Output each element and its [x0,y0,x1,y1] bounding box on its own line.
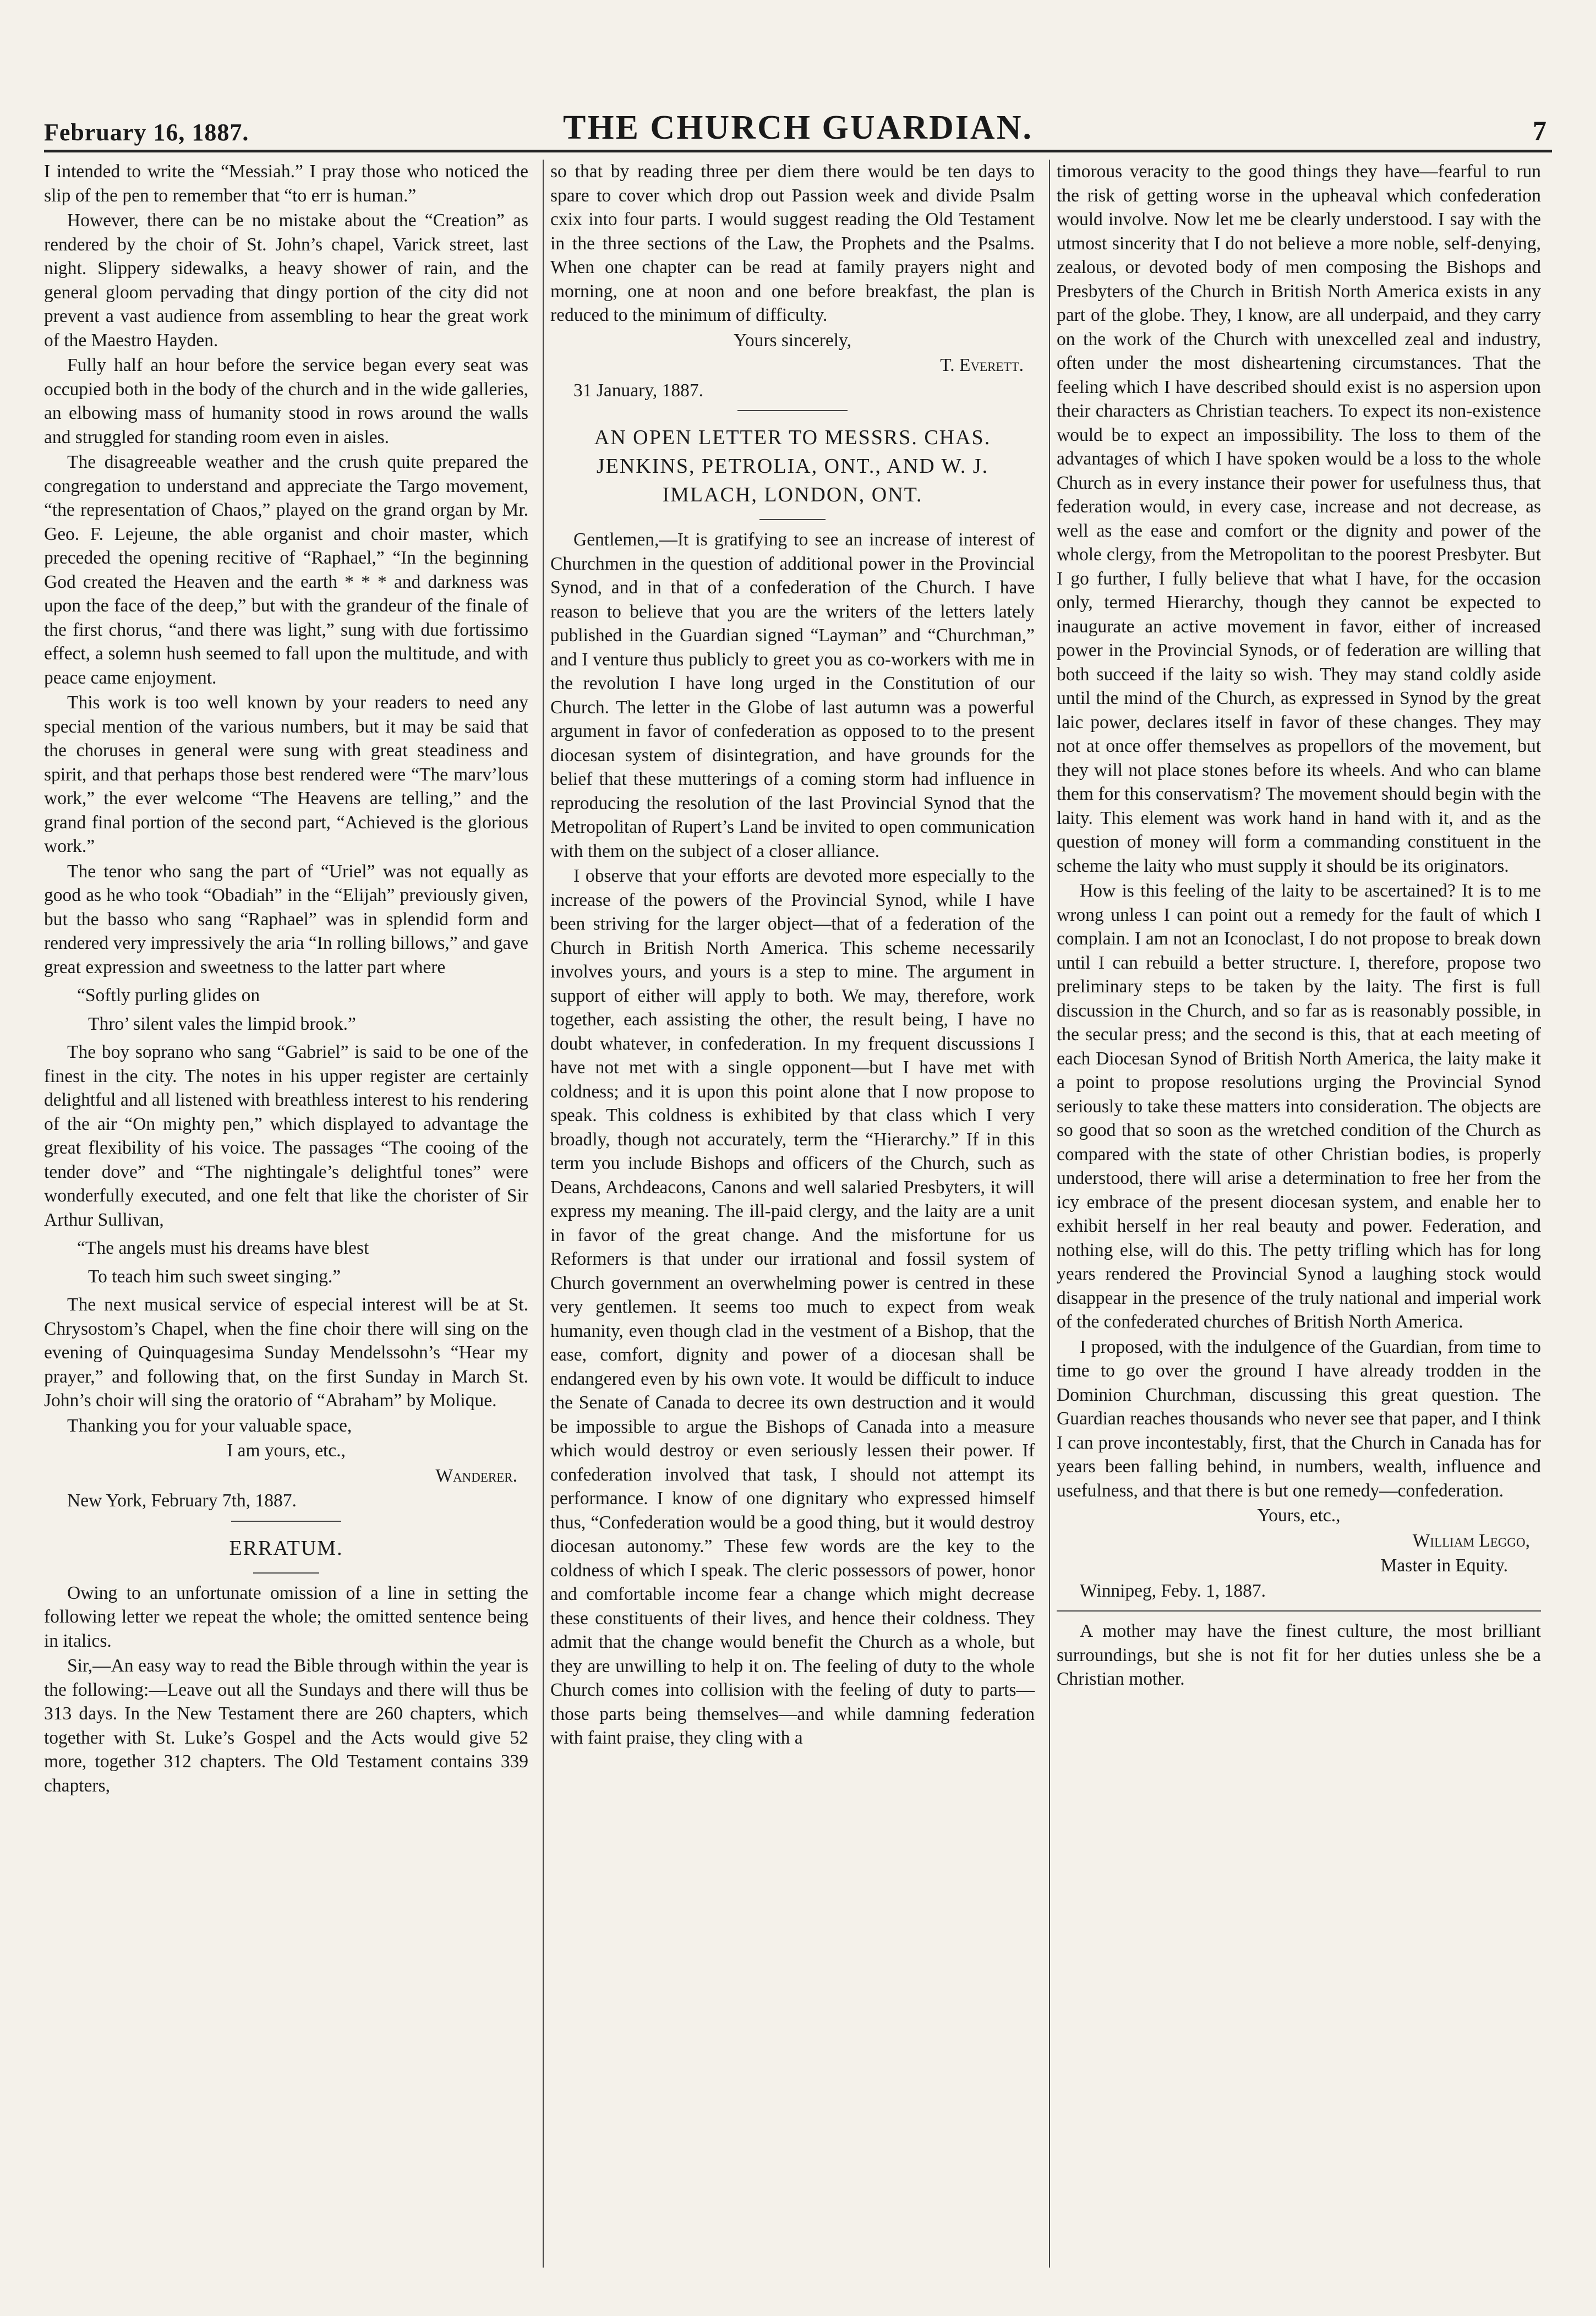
paragraph: How is this feeling of the laity to be ascertained? It is to me wrong unless I can point out a remedy for the fault of which I complain. I am not an Iconoclast, I do not propose to break down until I can rebuild a better structure. I, therefore, propose two preliminary steps to be taken by the laity. The first is full discussion in the Church, and so far as is reasonably possible, in the secular press; and the second is this, that at each meeting of each Diocesan Synod of British North America, the laity make it a point to propose resolutions urging the Provincial Synod seriously to take these matters into consideration. The objects are so good that so soon as the wretched condition of the Church as compared with the state of other Christian bodies, is properly understood, there will arise a determination to free her from the icy embrace of the present diocesan system, and enable her to exhibit herself in her real beauty and power. Federation, and nothing else, will do this. The petty trifling which has for long years rendered the Provincial Synod a laughing stock would disappear in the presence of the truly national and imperial work of the confederated churches of British North America. [1057,881,1541,1332]
paragraph: so that by reading three per diem there would be ten days to spare to cover which drop out Passion week and divide Psalm cxix into four parts. I would suggest reading the Old Testament in the three sections of the Law, the Prophets and the Psalms. When one chapter can be read at family prayers night and morning, one at noon and one before breakfast, the plan is reduced to the minimum of difficulty. [550,161,1035,325]
paragraph: Thanking you for your valuable space, [67,1415,352,1436]
paragraph: Sir,—An easy way to read the Bible through within the year is the following:—Leave out all the Sundays and there will thus be 313 days. In the New Testament there are 260 chapters, which together with St. Luke’s Gospel and the Acts would give 52 more, together 312 chapters. The Old Testament contains 339 chapters, [44,1656,528,1796]
dateline: New York, February 7th, 1887. [67,1490,297,1511]
letter-signature: William Leggo, [1412,1530,1530,1551]
masthead [44,110,1552,152]
paragraph: The tenor who sang the part of “Uriel” was not equally as good as he who took “Obadiah” in the “Elijah” previously given, but the basso who sang “Raphael” was in splendid form and rendered very impressively the aria “In rolling billows,” and gave great expression and sweetness to the latter part where [44,861,528,977]
quote-line: To teach him such sweet singing.” [88,1266,341,1287]
column-3 [1057,160,1541,2273]
quote-line: Thro’ silent vales the limpid brook.” [88,1013,356,1034]
letter-closing: I am yours, etc., [227,1440,346,1461]
paragraph: Owing to an unfortunate omission of a line in setting the following letter we repeat the whole; the omitted sentence being in italics. [44,1582,528,1651]
section-rule [737,410,848,411]
section-rule [759,519,826,520]
column-divider [1049,160,1050,2268]
paragraph: A mother may have the finest culture, the most brilliant surroundings, but she is not fit for her duties unless she be a Christian mother. [1057,1621,1541,1689]
paragraph: Fully half an hour before the service began every seat was occupied both in the body of the church and in the wide galleries, an elbowing mass of humanity stood in rows around the walls and struggled for standing room even in aisles. [44,355,528,447]
article-heading: AN OPEN LETTER TO MESSRS. CHAS. JENKINS, PETROLIA, ONT., AND W. J. IMLACH, LONDON, ONT. [594,426,991,506]
paragraph: Gentlemen,—It is gratifying to see an increase of interest of Churchmen in the question of additional power in the Provincial Synod, and in that of a confederation of the Church. I have reason to believe that you are the writers of the letters lately published in the Guardian signed “Layman” and “Churchman,” and I venture thus publicly to greet you as co-workers with me in the revolution I have long urged in the Constitution of our Church. The letter in the Globe of last autumn was a powerful argument in favor of confederation as opposed to to the present diocesan system of disintegration, and have grounds for the belief that these mutterings of a coming storm had influence in reproducing the resolution of the last Provincial Synod that the Metropolitan of Rupert’s Land be invited to open communication with them on the subject of a closer alliance. [550,529,1035,861]
column-2 [550,160,1035,2273]
letter-closing: Yours, etc., [1257,1505,1341,1526]
dateline: Winnipeg, Feby. 1, 1887. [1080,1580,1266,1601]
section-rule [1057,1610,1541,1612]
paragraph: This work is too well known by your readers to need any special mention of the various numbers, but it may be said that the choruses in general were sung with great steadiness and spirit, and that perhaps those best rendered were “The marv’lous work,” the ever welcome “The Heavens are telling,” and the grand final portion of the second part, “Achieved is the glorious work.” [44,692,528,856]
section-rule [231,1521,341,1522]
paragraph: timorous veracity to the good things they have—fearful to run the risk of getting worse in the upheaval which confederation would involve. Now let me be clearly understood. I say with the utmost sincerity that I do not believe a more noble, self-denying, zealous, or devoted body of men composing the Bishops and Presbyters of the Church in British North America exists in any part of the globe. They, I know, are all underpaid, and they carry on the work of the Church with unexcelled zeal and industry, often under the most disheartening circumstances. That the feeling which I have described should exist is no aspersion upon their characters as Christian teachers. To expect its non-existence would be to expect an impossibility. The loss to them of the advantages of which I have spoken would be a loss to the whole Church as in every instance their power for usefulness thus, that federation would, in every case, increase and not decrease, as well as the ease and comfort or the dignity and power of the whole clergy, from the Metropolitan to the poorest Presbyter. But I go further, I fully believe that what I have, for the occasion only, termed Hierarchy, though they cannot be expected to inaugurate an active movement in favor, either of increased power in the Provincial Synods, or of federation are willing that both succeed if the laity so wish. They may stand coldly aside until the mind of the Church, as expressed in Synod by the great laic power, declares itself in favor of these changes. They may not at once offer themselves as propellors of the movement, but they will not place stones before its wheels. And who can blame them for this conservatism? The movement should begin with the laity. This element was work hand in hand with it, and as the question of money will form a commanding constituent in the scheme the laity who must supply it should be its originators. [1057,161,1541,876]
paragraph: I intended to write the “Messiah.” I pray those who noticed the slip of the pen to remember that “to err is human.” [44,161,528,206]
paragraph: The boy soprano who sang “Gabriel” is said to be one of the finest in the city. The notes in his upper register are certainly delightful and all listened with breathless interest to his rendering of the air “On mighty pen,” which displayed to advantage the great flexibility of his voice. The passages “The cooing of the tender dove” and “The nightingale’s delightful tones” were wonderfully executed, and one felt that like the chorister of Sir Arthur Sullivan, [44,1042,528,1230]
section-rule [253,1572,319,1574]
paragraph: The disagreeable weather and the crush quite prepared the congregation to understand and appreciate the Targo movement, “the representation of Chaos,” played on the grand organ by Mr. Geo. F. Lejeune, the able organist and choir master, which preceded the opening recitive of “Raphael,” “In the beginning God created the Heaven and the earth * * * and darkness was upon the face of the deep,” but with the grandeur of the finale of the first chorus, “and there was light,” sung with due fortissimo effect, a solemn hush seemed to fall upon the multitude, and with peace came enjoyment. [44,452,528,688]
letter-closing: Yours sincerely, [733,330,852,351]
newspaper-title: THE CHURCH GUARDIAN. [563,109,1033,146]
erratum-heading: ERRATUM. [229,1536,343,1560]
quote-line: “Softly purling glides on [77,985,260,1006]
dateline: 31 January, 1887. [573,380,704,401]
paragraph: I proposed, with the indulgence of the Guardian, from time to time to go over the ground I have already trodden in the Dominion Churchman, discussing this great question. The Guardian reaches thousands who never see that paper, and I think I can prove incontestably, first, that the Church in Canada has for years been falling behind, in numbers, wealth, influence and usefulness, and that there is but one remedy—confederation. [1057,1336,1541,1501]
letter-signature: Wanderer. [435,1465,517,1486]
issue-date: February 16, 1887. [44,119,249,146]
paragraph: However, there can be no mistake about the “Creation” as rendered by the choir of St. John’s chapel, Varick street, last night. Slippery sidewalks, a heavy shower of rain, and the general gloom pervading that dingy portion of the city did not prevent a vast audience from assembling to hear the great work of the Maestro Hayden. [44,210,528,351]
signatory-title: Master in Equity. [1380,1555,1508,1576]
page-number: 7 [1533,115,1546,146]
paragraph: I observe that your efforts are devoted more especially to the increase of the powers of the Provincial Synod, while I have been striving for the larger object—that of a federation of the Church in British North America. This scheme necessarily involves yours, and yours is a step to mine. The argument in support of either will apply to both. We may, therefore, work together, each assisting the other, the result being, I have no doubt whatever, in confederation. In my frequent discussions I have not met with a single opponent—but I have met with coldness; and it is upon this point alone that I now propose to speak. This coldness is exhibited by that class which I very broadly, though not accurately, term the “Hierarchy.” If in this term you include Bishops and officers of the Church, such as Deans, Archdeacons, Canons and well salaried Presbyters, it will express my meaning. The ill-paid clergy, and the laity are a unit in favor of the great change. And the misfortune for us Reformers is that under our irrational and fossil system of Church government an overwhelming power is centred in these very gentlemen. It seems too much to expect from weak humanity, even though clad in the vestment of a Bishop, that the ease, comfort, dignity and power of a diocesan shall be endangered even by his own vote. It would be difficult to induce the Senate of Canada to decree its own destruction and it would be impossible to argue the Bishops of Canada into a measure which would destroy or even seriously lessen their power. If confederation involved that task, I should not attempt its performance. I know of one dignitary who expressed himself thus, “Confederation would be a good thing, but it would destroy diocesan autonomy.” These few words are the key to the coldness of which I speak. The cleric possessors of power, honor and comfortable income fear a change which might decrease these constituents of their lives, and hence their coldness. They admit that the change would benefit the Church as a whole, but they are unwilling to help it on. The feeling of duty to the whole Church comes into collision with the feeling of duty to parts—those parts being themselves—and while damning federation with faint praise, they cling with a [550,866,1035,1748]
quote-line: “The angels must his dreams have blest [77,1238,369,1258]
column-1 [44,160,528,2273]
paragraph: The next musical service of especial interest will be at St. Chrysostom’s Chapel, when the fine choir there will sing on the evening of Quinquagesima Sunday Mendelssohn’s “Hear my prayer,” and following that, on the first Sunday in March St. John’s choir will sing the oratorio of “Abraham” by Molique. [44,1294,528,1411]
column-divider [543,160,544,2268]
letter-signature: T. Everett. [940,355,1024,375]
